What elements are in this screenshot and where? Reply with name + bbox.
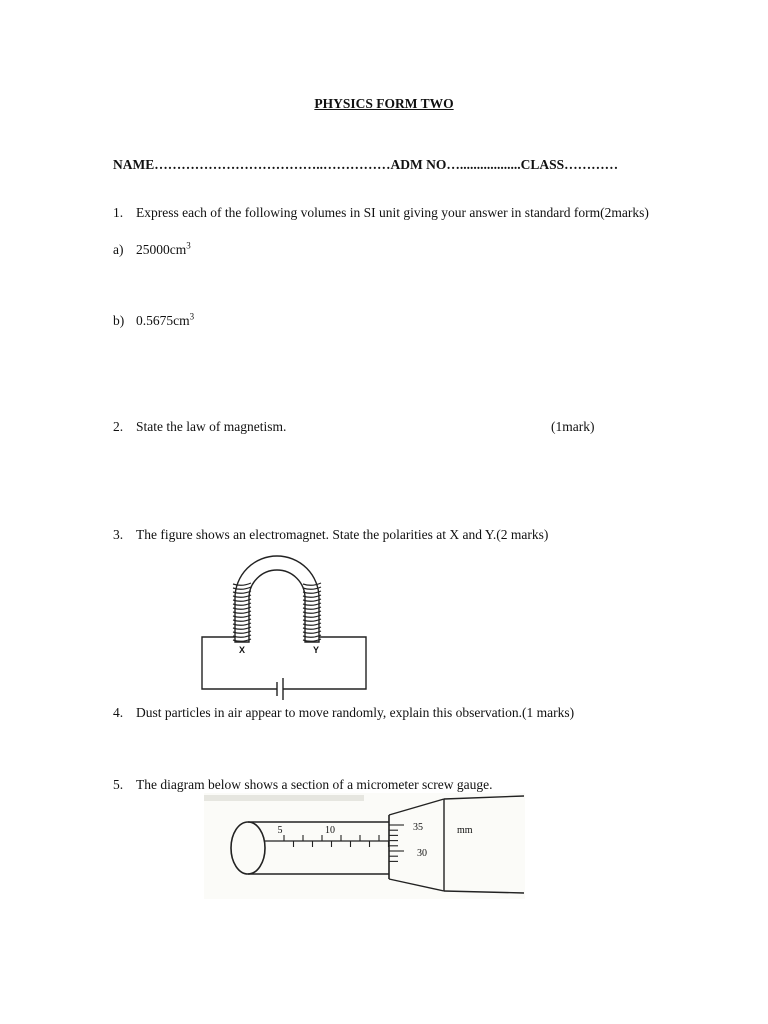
sleeve-label-10: 10: [325, 825, 335, 836]
question-2-marks: (1mark): [551, 419, 595, 434]
question-3-text: The figure shows an electromagnet. State the polarities at X and Y.(2 marks): [136, 527, 549, 542]
label-y: Y: [312, 645, 320, 655]
page-title: PHYSICS FORM TWO: [314, 96, 454, 111]
name-adm-class-line: NAME………………………………..……………ADM NO…..................CLASS…………: [113, 157, 619, 172]
question-4-text: Dust particles in air appear to move randomly, explain this observation.(1 marks): [136, 705, 575, 720]
thimble-label-30: 30: [417, 848, 427, 859]
question-1-number: 1.: [113, 205, 124, 220]
question-3-number: 3.: [113, 527, 124, 542]
question-1b-value: $0.5675cm^3$: [136, 311, 195, 328]
question-5-text: The diagram below shows a section of a micrometer screw gauge.: [136, 777, 493, 792]
question-1a-value: $25000cm^3$: [136, 240, 191, 257]
electromagnet-figure: [195, 548, 375, 698]
unit-label: mm: [457, 825, 473, 836]
micrometer-figure: [204, 793, 525, 899]
question-4-number: 4.: [113, 705, 124, 720]
question-1-text: Express each of the following volumes in SI unit giving your answer in standard form(2marks): [136, 205, 649, 220]
question-5-number: 5.: [113, 777, 124, 792]
question-1a-label: a): [113, 242, 124, 257]
label-x: X: [238, 645, 246, 655]
question-2-number: 2.: [113, 419, 124, 434]
sleeve-label-5: 5: [277, 825, 283, 836]
question-2-text: State the law of magnetism.: [136, 419, 287, 434]
question-1b-label: b): [113, 313, 125, 328]
thimble-label-35: 35: [413, 822, 423, 833]
